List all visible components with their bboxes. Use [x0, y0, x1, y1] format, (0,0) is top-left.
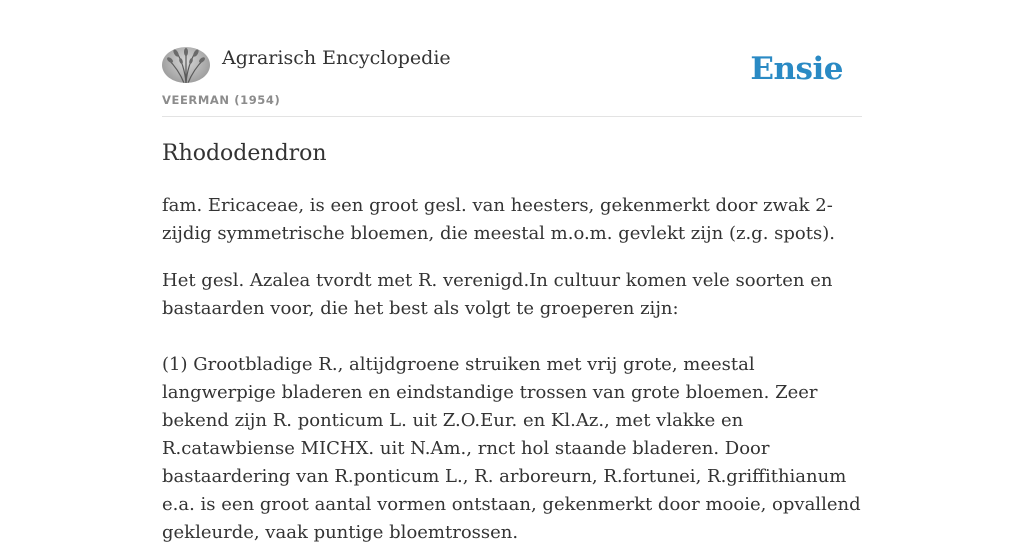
wheat-icon[interactable]	[162, 47, 210, 83]
header	[162, 0, 862, 117]
edition-label: VEERMAN (1954)	[162, 93, 281, 107]
article-paragraph: (1) Grootbladige R., altijdgroene struiken met vrij grote, meestal langwerpige bladeren en eindstandige trossen van grote bloemen. Zeer bekend zijn R. ponticum L. uit Z.O.Eur. en Kl.Az., met vlakke en R.catawbiense MICHX. uit N.Am., rnct hol staande bladeren. Door bastaardering van R.ponticum L., R. arboreurn, R.fortunei, R.griffithianum e.a. is een groot aantal vormen ontstaan, gekenmerkt door mooie, opvallend gekleurde, vaak puntige bloemtrossen.	[162, 354, 861, 543]
article-title: Rhododendron	[162, 141, 327, 166]
page-container	[162, 0, 862, 543]
article-paragraph: Het gesl. Azalea tvordt met R. verenigd.In cultuur komen vele soorten en bastaarden voor, die het best als volgt te groeperen zijn:	[162, 270, 833, 319]
article-paragraph: fam. Ericaceae, is een groot gesl. van heesters, gekenmerkt door zwak 2-zijdig symmetrische bloemen, die meestal m.o.m. gevlekt zijn (z.g. spots).	[162, 195, 835, 244]
book-title[interactable]: Agrarisch Encyclopedie	[222, 47, 451, 69]
brand-logo-link[interactable]: Ensie	[750, 51, 843, 87]
